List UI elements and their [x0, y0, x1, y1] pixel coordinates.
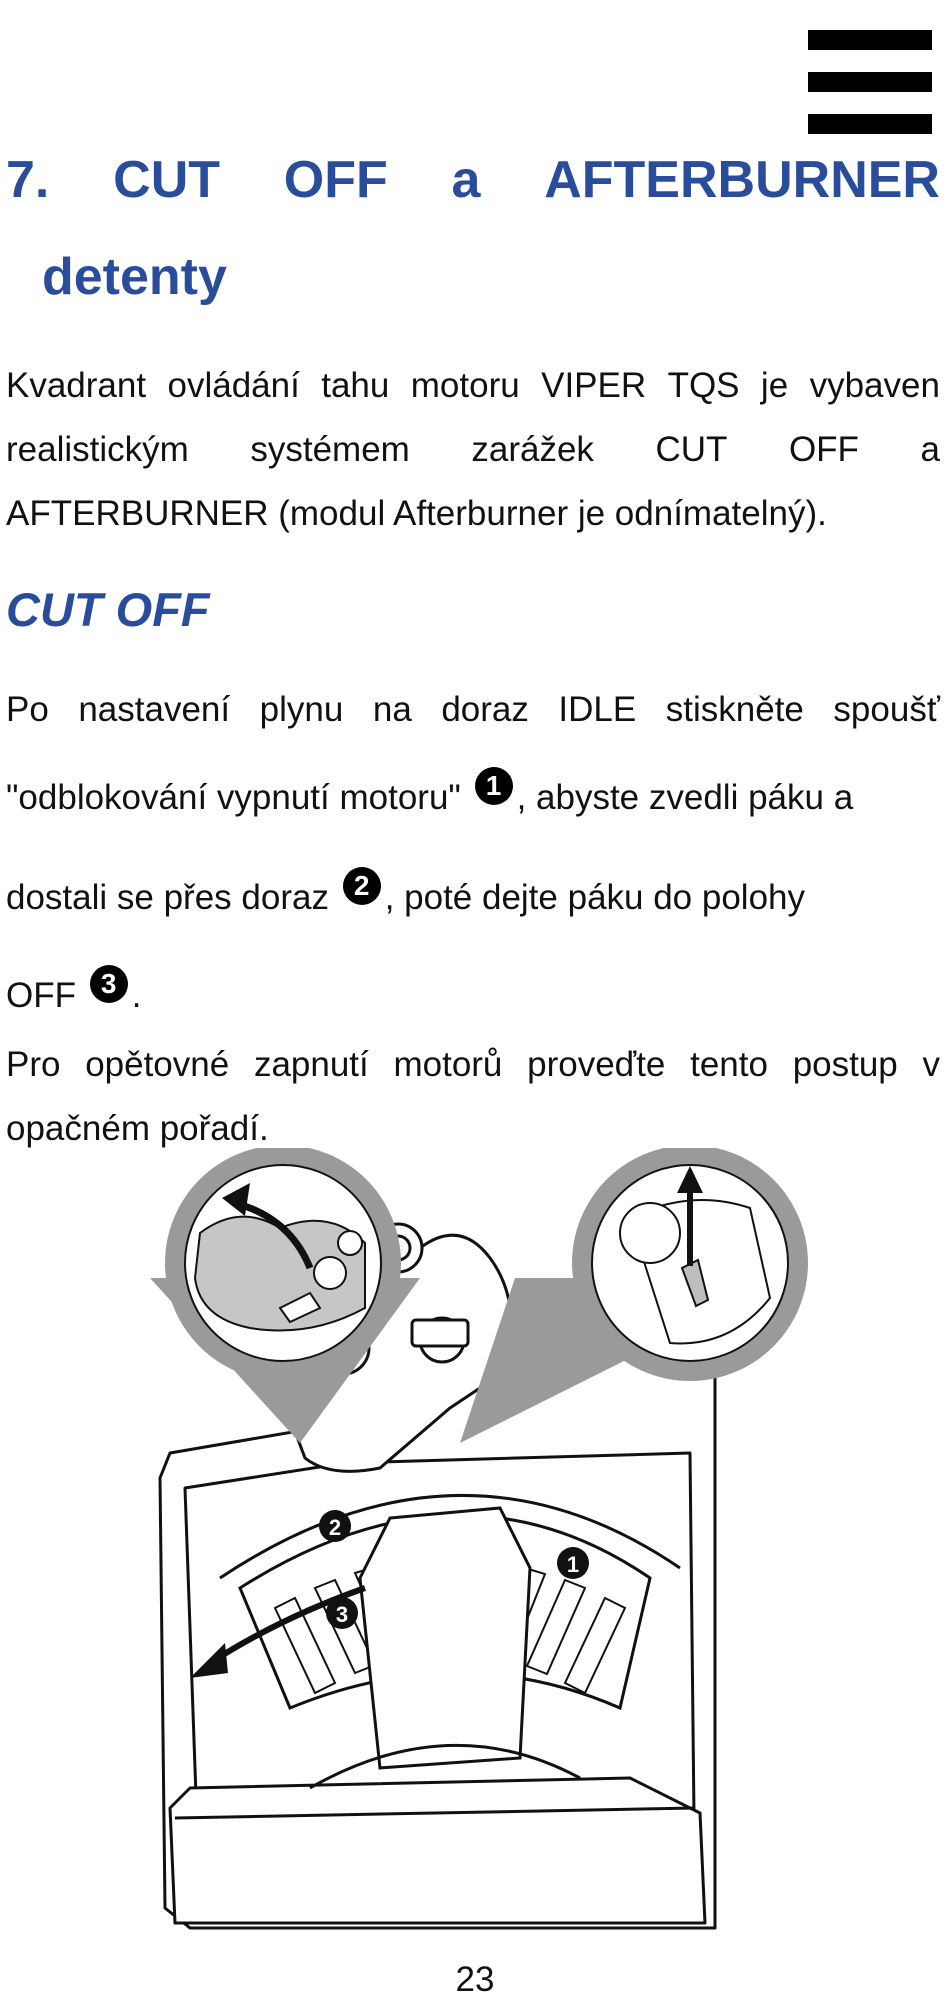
word: spoušť	[833, 690, 940, 729]
text-fragment: OFF	[6, 976, 76, 1015]
text-fragment: "odblokování vypnutí motoru"	[6, 778, 461, 817]
word: plynu	[259, 690, 344, 729]
menu-icon-bar	[808, 114, 932, 134]
word: systémem	[250, 430, 410, 469]
cutoff-line-3	[6, 867, 940, 915]
word: opětovné	[85, 1045, 230, 1084]
word: IDLE	[558, 690, 637, 729]
word: Pro	[6, 1045, 61, 1084]
menu-button[interactable]	[808, 30, 932, 134]
word: motoru	[410, 366, 520, 405]
heading-word: a	[451, 151, 481, 209]
word: tento	[690, 1045, 768, 1084]
word: v	[922, 1045, 940, 1084]
cutoff-line-6: opačném pořadí.	[6, 1109, 269, 1148]
word: proveďte	[527, 1045, 666, 1084]
word: Kvadrant	[6, 366, 147, 405]
step-marker-2: 2	[343, 867, 381, 905]
word: tahu	[321, 366, 390, 405]
throttle-illustration	[130, 1148, 820, 1948]
word: TQS	[667, 366, 740, 405]
word: CUT	[655, 430, 728, 469]
cutoff-line-2	[6, 767, 940, 815]
word: postup	[792, 1045, 898, 1084]
heading-number: 7.	[6, 151, 50, 209]
cutoff-line-5	[6, 1047, 940, 1082]
word: a	[920, 430, 940, 469]
step-marker-1: 1	[475, 767, 513, 805]
heading-word: OFF	[283, 151, 388, 209]
word: VIPER	[541, 366, 647, 405]
word: je	[760, 366, 789, 405]
word: na	[372, 690, 412, 729]
word: OFF	[788, 430, 859, 469]
text-fragment: .	[131, 976, 142, 1015]
hamburger-menu-icon	[808, 30, 932, 50]
section-heading	[6, 150, 940, 210]
word: realistickým	[6, 430, 189, 469]
text-fragment: dostali se přes doraz	[6, 878, 329, 917]
word: zarážek	[471, 430, 594, 469]
svg-text:2: 2	[328, 1515, 342, 1540]
intro-line-3: AFTERBURNER (modul Afterburner je odnímatelný).	[6, 494, 827, 533]
word: motorů	[393, 1045, 503, 1084]
heading-word: CUT	[113, 151, 221, 209]
menu-icon-bar	[808, 72, 932, 92]
word: Po	[6, 690, 49, 729]
word: vybaven	[809, 366, 940, 405]
word: doraz	[441, 690, 529, 729]
section-heading-line2: detenty	[42, 248, 227, 306]
cutoff-paragraph	[6, 692, 940, 1146]
step-marker-3: 3	[90, 965, 128, 1003]
word: stiskněte	[665, 690, 804, 729]
text-fragment: , abyste zvedli páku a	[516, 778, 854, 817]
svg-text:3: 3	[335, 1602, 349, 1627]
word: zapnutí	[253, 1045, 369, 1084]
svg-text:1: 1	[566, 1552, 580, 1577]
word: ovládání	[167, 366, 300, 405]
cutoff-line-4	[6, 965, 940, 1013]
intro-line-1	[6, 368, 940, 403]
intro-line-2	[6, 432, 940, 467]
page-number: 23	[455, 1960, 495, 1999]
heading-word: AFTERBURNER	[544, 151, 940, 209]
cutoff-line-1	[6, 692, 940, 727]
intro-paragraph	[6, 368, 940, 531]
cut-off-subheading: CUT OFF	[6, 583, 210, 636]
word: nastavení	[78, 690, 231, 729]
text-fragment: , poté dejte páku do polohy	[384, 878, 806, 917]
